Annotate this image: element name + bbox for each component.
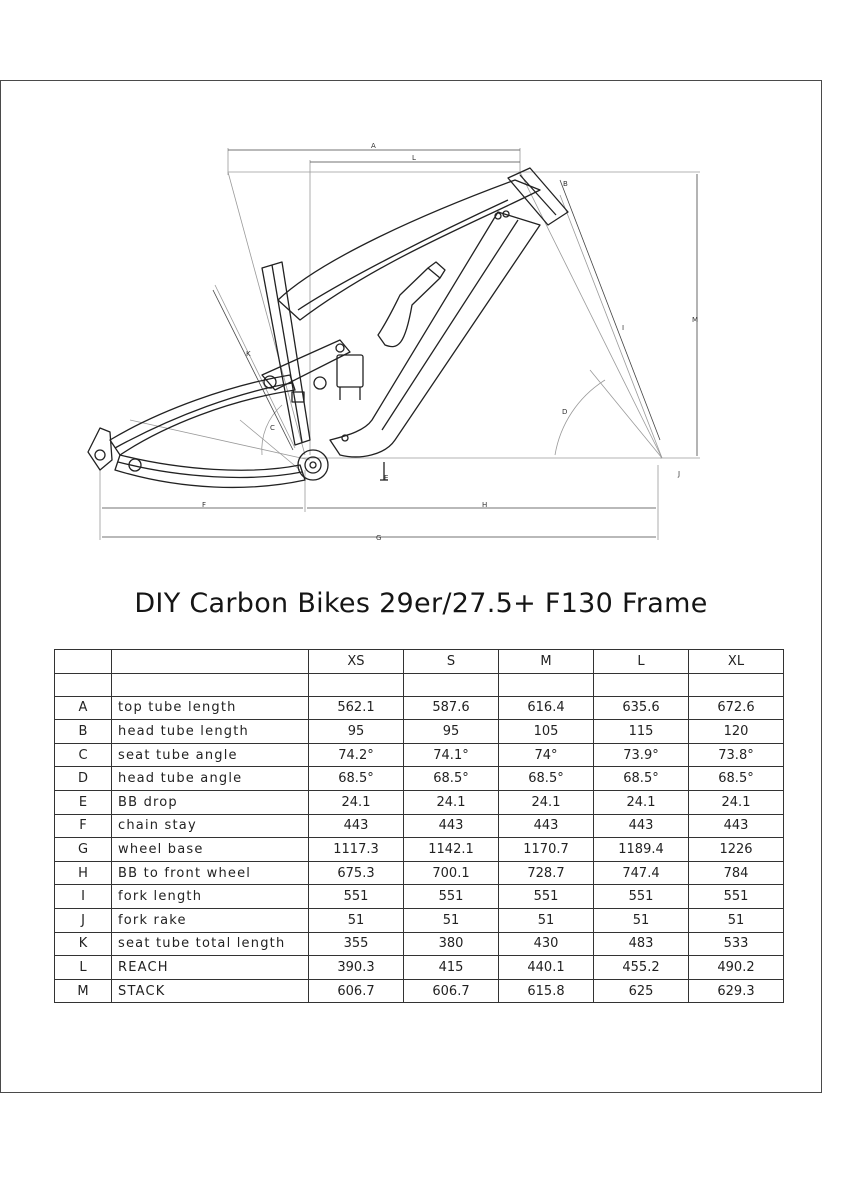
dim-label-d: D <box>562 408 568 416</box>
value-cell: 95 <box>404 720 499 744</box>
row-letter: A <box>55 696 112 720</box>
value-cell: 24.1 <box>309 790 404 814</box>
value-cell: 606.7 <box>309 979 404 1003</box>
table-row <box>55 838 784 862</box>
geometry-table <box>54 649 784 1003</box>
dim-label-g: G <box>376 534 382 542</box>
value-cell: 355 <box>309 932 404 956</box>
value-cell: 629.3 <box>689 979 784 1003</box>
value-cell: 551 <box>309 885 404 909</box>
row-measure-name: head tube length <box>112 720 309 744</box>
value-cell: 24.1 <box>499 790 594 814</box>
page-title: DIY Carbon Bikes 29er/27.5+ F130 Frame <box>134 588 708 619</box>
value-cell: 490.2 <box>689 956 784 980</box>
value-cell: 616.4 <box>499 696 594 720</box>
value-cell: 115 <box>594 720 689 744</box>
row-letter: K <box>55 932 112 956</box>
value-cell: 1226 <box>689 838 784 862</box>
value-cell: 51 <box>689 908 784 932</box>
value-cell: 68.5° <box>689 767 784 791</box>
size-header: S <box>404 650 499 674</box>
value-cell: 24.1 <box>594 790 689 814</box>
value-cell: 672.6 <box>689 696 784 720</box>
row-letter: F <box>55 814 112 838</box>
value-cell: 483 <box>594 932 689 956</box>
value-cell: 24.1 <box>404 790 499 814</box>
row-letter: G <box>55 838 112 862</box>
dim-label-f: F <box>202 501 207 509</box>
row-measure-name: seat tube angle <box>112 743 309 767</box>
dim-label-k: K <box>246 350 251 358</box>
table-row <box>55 979 784 1003</box>
value-cell: 24.1 <box>689 790 784 814</box>
value-cell: 747.4 <box>594 861 689 885</box>
value-cell: 635.6 <box>594 696 689 720</box>
value-cell: 1189.4 <box>594 838 689 862</box>
row-letter: D <box>55 767 112 791</box>
value-cell: 380 <box>404 932 499 956</box>
value-cell: 51 <box>404 908 499 932</box>
dim-label-a: A <box>371 142 376 150</box>
dim-label-m: M <box>692 316 699 324</box>
value-cell: 1142.1 <box>404 838 499 862</box>
value-cell: 784 <box>689 861 784 885</box>
header-desc-cell <box>112 650 309 674</box>
row-letter: J <box>55 908 112 932</box>
value-cell: 73.9° <box>594 743 689 767</box>
value-cell: 551 <box>594 885 689 909</box>
value-cell: 68.5° <box>499 767 594 791</box>
table-row <box>55 861 784 885</box>
value-cell: 443 <box>404 814 499 838</box>
size-header: L <box>594 650 689 674</box>
table-row <box>55 696 784 720</box>
value-cell: 73.8° <box>689 743 784 767</box>
value-cell: 443 <box>499 814 594 838</box>
row-measure-name: BB drop <box>112 790 309 814</box>
table-header-row <box>55 650 784 674</box>
value-cell: 700.1 <box>404 861 499 885</box>
table-row <box>55 932 784 956</box>
dim-label-j: J <box>678 470 681 478</box>
table-row <box>55 790 784 814</box>
value-cell: 562.1 <box>309 696 404 720</box>
value-cell: 443 <box>594 814 689 838</box>
frame-geometry-drawing <box>70 140 700 550</box>
row-letter: E <box>55 790 112 814</box>
row-measure-name: BB to front wheel <box>112 861 309 885</box>
row-measure-name: chain stay <box>112 814 309 838</box>
row-measure-name: fork length <box>112 885 309 909</box>
value-cell: 74° <box>499 743 594 767</box>
value-cell: 390.3 <box>309 956 404 980</box>
dim-label-l: L <box>412 154 416 162</box>
value-cell: 443 <box>689 814 784 838</box>
value-cell: 68.5° <box>594 767 689 791</box>
value-cell: 625 <box>594 979 689 1003</box>
value-cell: 120 <box>689 720 784 744</box>
value-cell: 675.3 <box>309 861 404 885</box>
value-cell: 551 <box>499 885 594 909</box>
dim-label-h: H <box>482 501 488 509</box>
table-row <box>55 743 784 767</box>
row-measure-name: top tube length <box>112 696 309 720</box>
table-row <box>55 885 784 909</box>
row-measure-name: REACH <box>112 956 309 980</box>
value-cell: 440.1 <box>499 956 594 980</box>
table-row <box>55 956 784 980</box>
value-cell: 551 <box>689 885 784 909</box>
value-cell: 615.8 <box>499 979 594 1003</box>
table-row <box>55 720 784 744</box>
table-row <box>55 767 784 791</box>
row-letter: L <box>55 956 112 980</box>
value-cell: 68.5° <box>309 767 404 791</box>
value-cell: 551 <box>404 885 499 909</box>
row-letter: B <box>55 720 112 744</box>
value-cell: 1170.7 <box>499 838 594 862</box>
value-cell: 415 <box>404 956 499 980</box>
dim-label-i: I <box>622 324 625 332</box>
dim-label-e: E <box>384 474 389 482</box>
row-measure-name: wheel base <box>112 838 309 862</box>
value-cell: 51 <box>499 908 594 932</box>
value-cell: 587.6 <box>404 696 499 720</box>
size-header: XS <box>309 650 404 674</box>
size-header: XL <box>689 650 784 674</box>
row-measure-name: head tube angle <box>112 767 309 791</box>
value-cell: 728.7 <box>499 861 594 885</box>
row-letter: I <box>55 885 112 909</box>
value-cell: 95 <box>309 720 404 744</box>
row-letter: C <box>55 743 112 767</box>
value-cell: 74.2° <box>309 743 404 767</box>
table-row <box>55 908 784 932</box>
size-header: M <box>499 650 594 674</box>
value-cell: 68.5° <box>404 767 499 791</box>
value-cell: 51 <box>594 908 689 932</box>
value-cell: 1117.3 <box>309 838 404 862</box>
row-letter: M <box>55 979 112 1003</box>
value-cell: 443 <box>309 814 404 838</box>
table-row <box>55 814 784 838</box>
row-letter: H <box>55 861 112 885</box>
value-cell: 455.2 <box>594 956 689 980</box>
value-cell: 105 <box>499 720 594 744</box>
row-measure-name: seat tube total length <box>112 932 309 956</box>
value-cell: 51 <box>309 908 404 932</box>
row-measure-name: fork rake <box>112 908 309 932</box>
value-cell: 606.7 <box>404 979 499 1003</box>
value-cell: 533 <box>689 932 784 956</box>
header-letter-cell <box>55 650 112 674</box>
dim-label-c: C <box>270 424 275 432</box>
value-cell: 74.1° <box>404 743 499 767</box>
dim-label-b: B <box>563 180 568 188</box>
table-spacer-row <box>55 673 784 696</box>
row-measure-name: STACK <box>112 979 309 1003</box>
value-cell: 430 <box>499 932 594 956</box>
